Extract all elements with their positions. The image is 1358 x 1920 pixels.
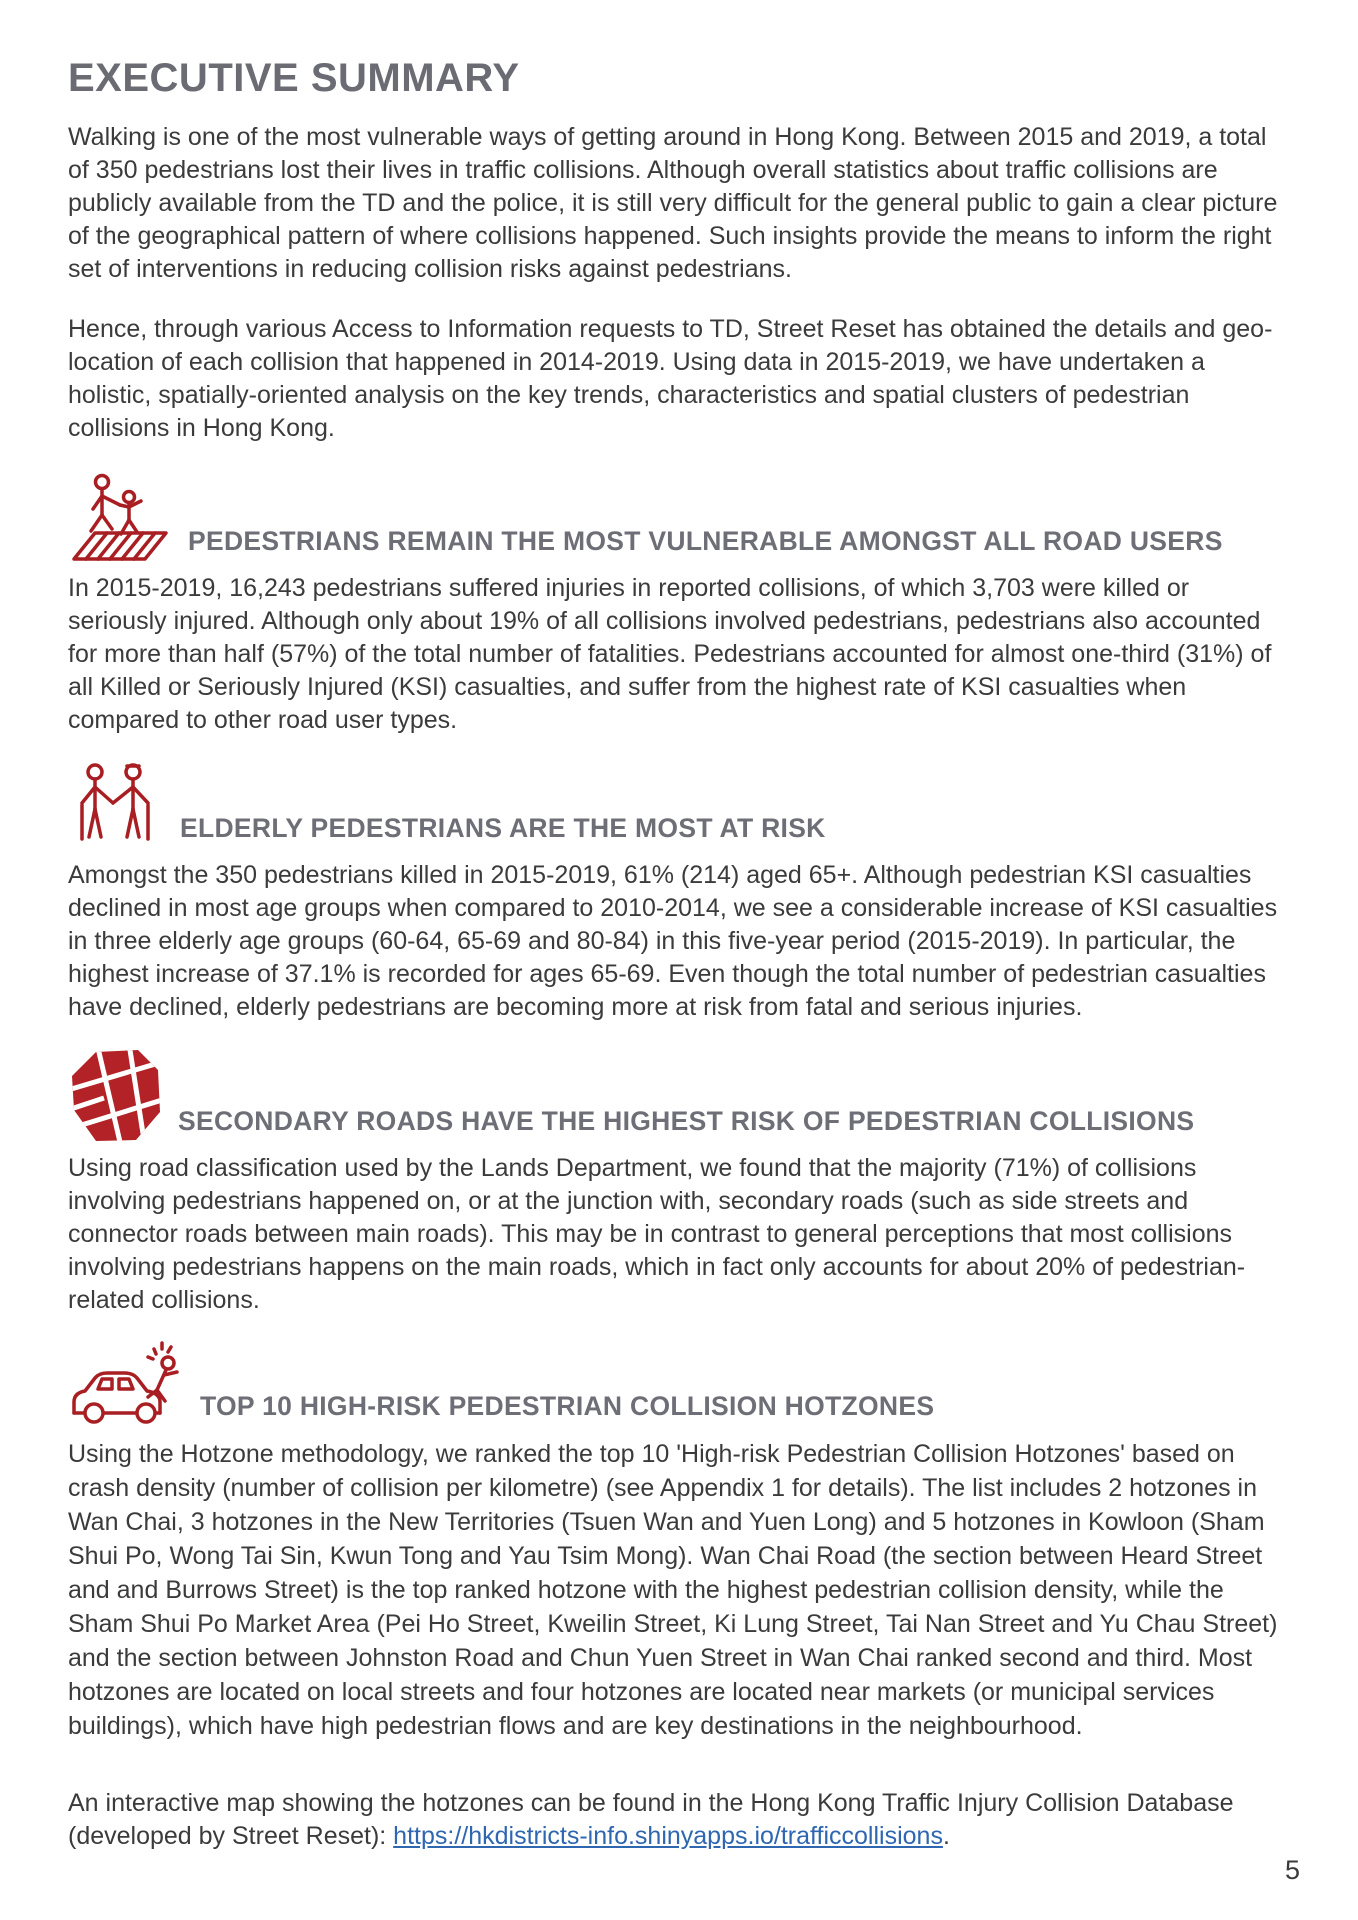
section-heading: PEDESTRIANS REMAIN THE MOST VULNERABLE AMONGST ALL ROAD USERS: [188, 525, 1223, 556]
elderly-couple-icon: [68, 761, 164, 849]
section-body: Using the Hotzone methodology, we ranked the top 10 'High-risk Pedestrian Collision Hotzones' based on crash density (number of collision per kilometre) (see Appendix 1 for details). The list includes 2 hotzones in Wan Chai, 3 hotzones in the New Territories (Tsuen Wan and Yuen Long) and 5 hotzones in Kowloon (Sham Shui Po, Wong Tai Sin, Kwun Tong and Yau Tsim Mong). Wan Chai Road (the section between Heard Street and and Burrows Street) is the top ranked hotzone with the highest pedestrian collision density, while the Sham Shui Po Market Area (Pei Ho Street, Kweilin Street, Ki Lung Street, Tai Nan Street and Yu Chau Street) and the section between Johnston Road and Chun Yuen Street in Wan Chai ranked second and third. Most hotzones are located on local streets and four hotzones are located near markets (or municipal services buildings), which have high pedestrian flows and are key destinations in the neighbourhood.: [68, 1440, 1278, 1740]
intro-paragraph-1: Walking is one of the most vulnerable ways of getting around in Hong Kong. Between 2015 and 2019, a total of 350 pedestrians lost their lives in traffic collisions. Although overall statistics about traffic collisions are publicly available from the TD and the police, it is still very difficult for the general public to gain a clear picture of the geographical pattern of where collisions happened. Such insights provide the means to inform the right set of interventions in reducing collision risks against pedestrians.: [68, 123, 1278, 283]
section-body: Amongst the 350 pedestrians killed in 2015-2019, 61% (214) aged 65+. Although pedestrian KSI casualties declined in most age groups when compared to 2010-2014, we see a considerable increase of KSI casualties in three elderly age groups (60-64, 65-69 and 80-84) in this five-year period (2015-2019). In particular, the highest increase of 37.1% is recorded for ages 65-69. Even though the total number of pedestrian casualties have declined, elderly pedestrians are becoming more at risk from fatal and serious injuries.: [68, 861, 1278, 1021]
section-elderly-at-risk: [68, 761, 1298, 1024]
closing-text: An interactive map showing the hotzones can be found in the Hong Kong Traffic Injury Collision Database (developed by Street Reset):: [68, 1789, 1234, 1850]
intro-paragraph-2: Hence, through various Access to Information requests to TD, Street Reset has obtained the details and geo-location of each collision that happened in 2014-2019. Using data in 2015-2019, we have undertaken a holistic, spatially-oriented analysis on the key trends, characteristics and spatial clusters of pedestrian collisions in Hong Kong.: [68, 315, 1273, 442]
section-pedestrians-vulnerable: [68, 472, 1298, 737]
pedestrian-crossing-icon: [68, 472, 172, 562]
page-title: EXECUTIVE SUMMARY: [68, 56, 520, 100]
database-link[interactable]: https://hkdistricts-info.shinyapps.io/trafficcollisions: [393, 1822, 943, 1850]
road-map-icon: [68, 1048, 162, 1142]
closing-period: .: [942, 1822, 950, 1850]
car-collision-icon: [68, 1341, 184, 1427]
section-header: [68, 1341, 1298, 1427]
section-heading: TOP 10 HIGH-RISK PEDESTRIAN COLLISION HOTZONES: [200, 1390, 935, 1421]
section-heading: ELDERLY PEDESTRIANS ARE THE MOST AT RISK: [180, 812, 826, 843]
section-header: [68, 761, 1298, 849]
page-number: 5: [1284, 1855, 1300, 1885]
section-heading: SECONDARY ROADS HAVE THE HIGHEST RISK OF PEDESTRIAN COLLISIONS: [178, 1105, 1195, 1136]
section-header: [68, 472, 1298, 562]
section-body: Using road classification used by the Lands Department, we found that the majority (71%) of collisions involving pedestrians happened on, or at the junction with, secondary roads (such as side streets and connector roads between main roads). This may be in contrast to general perceptions that most collisions involving pedestrians happens on the main roads, which in fact only accounts for about 20% of pedestrian-related collisions.: [68, 1154, 1246, 1314]
section-top10-hotzones: [68, 1341, 1298, 1743]
section-header: [68, 1048, 1298, 1142]
closing-paragraph: [68, 1787, 1294, 1853]
section-body: In 2015-2019, 16,243 pedestrians suffered injuries in reported collisions, of which 3,703 were killed or seriously injured. Although only about 19% of all collisions involved pedestrians, pedestrians also accounted for more than half (57%) of the total number of fatalities. Pedestrians accounted for almost one-third (31%) of all Killed or Seriously Injured (KSI) casualties, and suffer from the highest rate of KSI casualties when compared to other road user types.: [68, 574, 1272, 734]
section-secondary-roads: [68, 1048, 1298, 1317]
